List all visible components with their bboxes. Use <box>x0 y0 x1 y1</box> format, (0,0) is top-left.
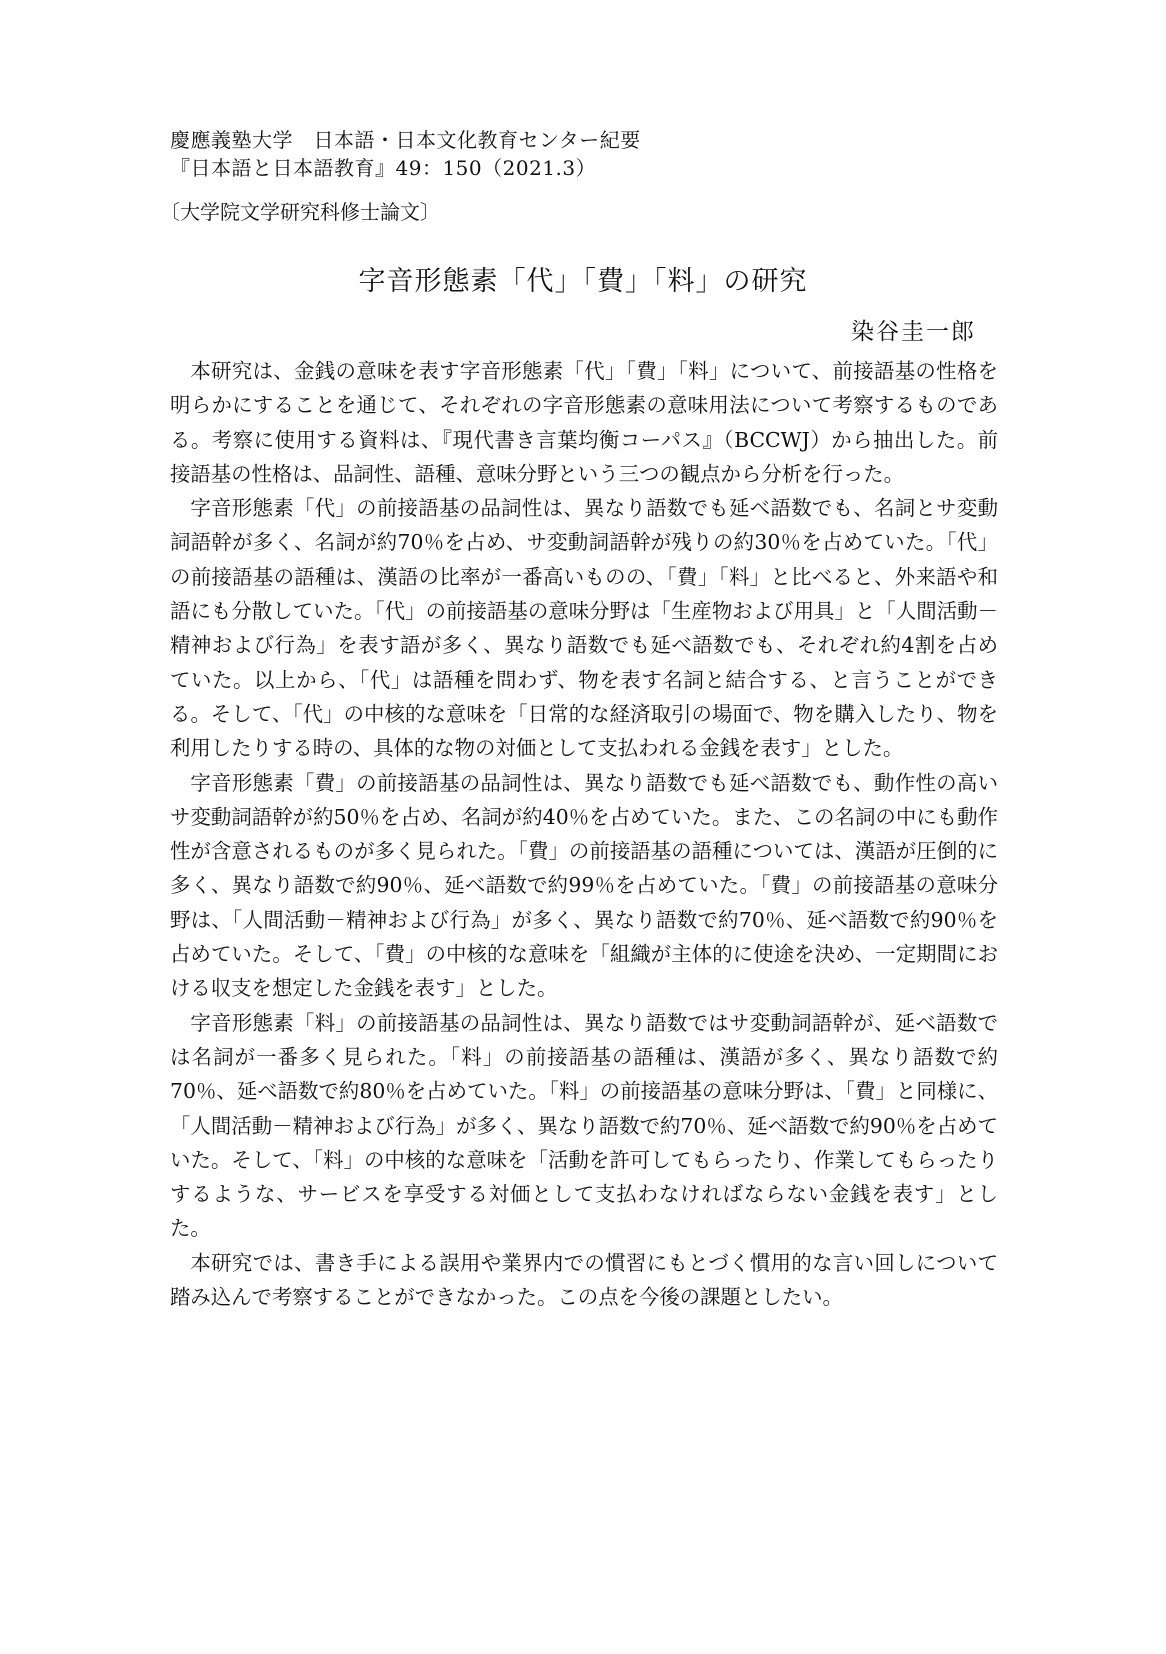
paragraph-4: 字音形態素「料」の前接語基の品詞性は、異なり語数ではサ変動詞語幹が、延べ語数では名詞が一番多く見られた。「料」の前接語基の語種は、漢語が多く、異なり語数で約70％、延べ語数で約80％を占めていた。「料」の前接語基の意味分野は、「費」と同様に、「人間活動－精神および行為」が多く、異なり語数で約70％、延べ語数で約90％を占めていた。そして、「料」の中核的な意味を「活動を許可してもらったり、作業してもらったりするような、サービスを享受する対価として支払わなければならない金銭を表す」とした。 <box>170 1010 998 1241</box>
journal-header-line2: 『日本語と日本語教育』49：150（2021.3） <box>170 156 597 180</box>
paragraph-3: 字音形態素「費」の前接語基の品詞性は、異なり語数でも延べ語数でも、動作性の高いサ変動詞語幹が約50％を占め、名詞が約40％を占めていた。また、この名詞の中にも動作性が含意されるものが多く見られた。「費」の前接語基の語種については、漢語が圧倒的に多く、異なり語数で約90％、延べ語数で約99％を占めていた。「費」の前接語基の意味分野は、「人間活動－精神および行為」が多く、異なり語数で約70％、延べ語数で約90％を占めていた。そして、「費」の中核的な意味を「組織が主体的に使途を決め、一定期間における収支を想定した金銭を表す」とした。 <box>170 770 998 1001</box>
paragraph-5: 本研究では、書き手による誤用や業界内での慣習にもとづく慣用的な言い回しについて踏み込んで考察することができなかった。この点を今後の課題としたい。 <box>170 1250 998 1310</box>
author-name: 染谷圭一郎 <box>851 319 976 345</box>
journal-header <box>170 126 641 182</box>
paper-title: 字音形態素「代」「費」「料」の研究 <box>358 266 808 297</box>
abstract-body <box>170 354 998 1314</box>
paper-category: 〔大学院文学研究科修士論文〕 <box>160 200 440 224</box>
paragraph-2: 字音形態素「代」の前接語基の品詞性は、異なり語数でも延べ語数でも、名詞とサ変動詞語幹が多く、名詞が約70％を占め、サ変動詞語幹が残りの約30％を占めていた。「代」の前接語基の語種は、漢語の比率が一番高いものの、「費」「料」と比べると、外来語や和語にも分散していた。「代」の前接語基の意味分野は「生産物および用具」と「人間活動－精神および行為」を表す語が多く、異なり語数でも延べ語数でも、それぞれ約4割を占めていた。以上から、「代」は語種を問わず、物を表す名詞と結合する、と言うことができる。そして、「代」の中核的な意味を「日常的な経済取引の場面で、物を購入したり、物を利用したりする時の、具体的な物の対価として支払われる金銭を表す」とした。 <box>170 496 998 761</box>
journal-header-line1: 慶應義塾大学 日本語・日本文化教育センター紀要 <box>170 128 641 152</box>
paragraph-1: 本研究は、金銭の意味を表す字音形態素「代」「費」「料」について、前接語基の性格を明らかにすることを通じて、それぞれの字音形態素の意味用法について考察するものである。考察に使用する資料は、『現代書き言葉均衡コーパス』（BCCWJ）から抽出した。前接語基の性格は、品詞性、語種、意味分野という三つの観点から分析を行った。 <box>170 359 998 486</box>
